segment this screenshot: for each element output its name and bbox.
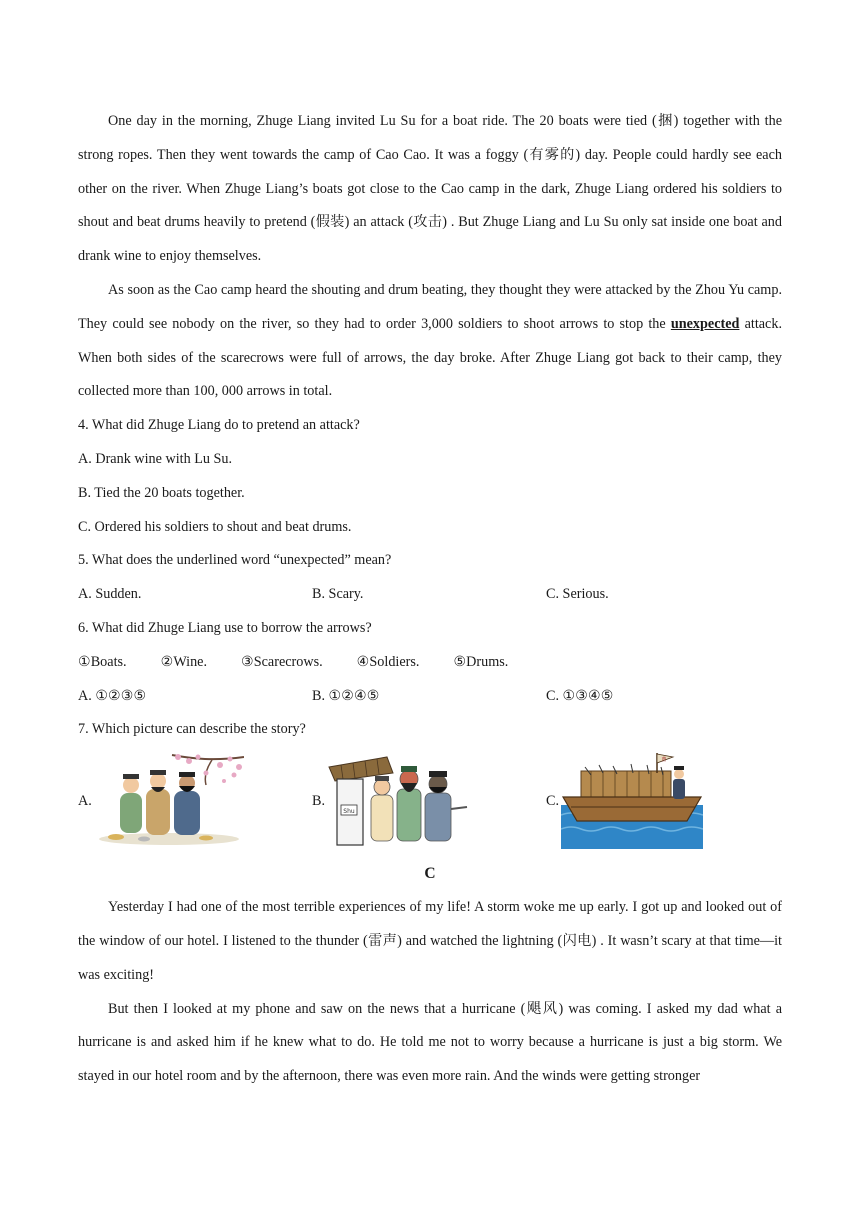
question-4: 4. What did Zhuge Liang do to pretend an attack? [78, 417, 360, 434]
q7-option-c-label: C. [546, 792, 560, 809]
underlined-word-unexpected: unexpected [670, 315, 740, 332]
section-c-paragraph-2: But then I looked at my phone and saw on the news that a hurricane (飓风) was coming. I asked my dad what a hurricane is and asked him if he knew what to do. He told me not to worry because a hurricane is just a big storm. We stayed in our hotel room and by the afternoon, there was even more rain. And the winds were getting stronger [78, 1000, 782, 1085]
q5-option-b: B. Scary. [312, 586, 364, 603]
passage-b-paragraph-2 [78, 274, 782, 409]
q4-option-c: C. Ordered his soldiers to shout and beat drums. [78, 518, 352, 535]
section-c-heading: C [424, 865, 436, 883]
paragraph-2-text-before: As soon as the Cao camp heard the shouting and drum beating, they thought they were attacked by the Zhou Yu camp. They could see nobody on the river, so they had to order 3,000 soldiers to shoot arrows to stop the [78, 281, 782, 332]
q5-option-a: A. Sudden. [78, 586, 142, 603]
paragraph-2-text-after: attack. When both sides of the scarecrows were full of arrows, the day broke. After Zhuge Liang got back to their camp, they collected more than 100, 000 arrows in total. [78, 315, 782, 400]
question-7: 7. Which picture can describe the story? [78, 721, 306, 738]
q6-option-a: A. ①②③⑤ [78, 687, 147, 704]
question-6: 6. What did Zhuge Liang use to borrow the arrows? [78, 619, 372, 636]
three-brothers-at-hut-picture [327, 753, 477, 849]
section-c-paragraph-1: Yesterday I had one of the most terrible experiences of my life! A storm woke me up early. I got up and looked out of the window of our hotel. I listened to the thunder (雷声) and watched the lightning (闪电) . It wasn’t scary at that time—it was exciting! [78, 899, 782, 983]
q6-options [78, 680, 782, 714]
q7-option-a-label: A. [78, 792, 92, 809]
passage-b-paragraph-1: One day in the morning, Zhuge Liang invited Lu Su for a boat ride. The 20 boats were tied (捆) together with the strong ropes. Then they went towards the camp of Cao Cao. It was a foggy (有雾的) day. People could hardly see each other on the river. When Zhuge Liang’s boats got close to the Cao camp in the dark, Zhuge Liang ordered his soldiers to shout and beat drums heavily to pretend (假装) an attack (攻击) . But Zhuge Liang and Lu Su only sat inside one boat and drank wine to enjoy themselves. [78, 113, 782, 265]
q7-option-b [312, 753, 546, 849]
q6-item-soldiers: ④Soldiers. [356, 653, 420, 670]
flag-text: 曹 [661, 757, 667, 764]
q7-option-b-label: B. [312, 792, 326, 809]
question-5: 5. What does the underlined word “unexpected” mean? [78, 552, 392, 569]
q4-option-b: B. Tied the 20 boats together. [78, 484, 245, 501]
q6-option-b: B. ①②④⑤ [312, 687, 380, 704]
door-sign-text: Shu [343, 808, 355, 816]
q5-option-c: C. Serious. [546, 586, 609, 603]
q4-option-a: A. Drank wine with Lu Su. [78, 450, 233, 467]
q6-item-drums: ⑤Drums. [453, 653, 509, 670]
boat-with-scarecrows-picture [561, 753, 703, 849]
q5-options [78, 578, 782, 612]
q6-item-scarecrows: ③Scarecrows. [241, 653, 323, 670]
q6-item-wine: ②Wine. [160, 653, 208, 670]
q7-picture-options [78, 751, 782, 851]
three-men-drinking-picture [94, 753, 244, 849]
document-content [78, 105, 782, 1094]
q6-item-list [78, 646, 782, 680]
q6-item-boats: ①Boats. [78, 653, 127, 670]
q7-option-c [546, 753, 780, 849]
q6-option-c: C. ①③④⑤ [546, 687, 614, 704]
q7-option-a [78, 753, 312, 849]
